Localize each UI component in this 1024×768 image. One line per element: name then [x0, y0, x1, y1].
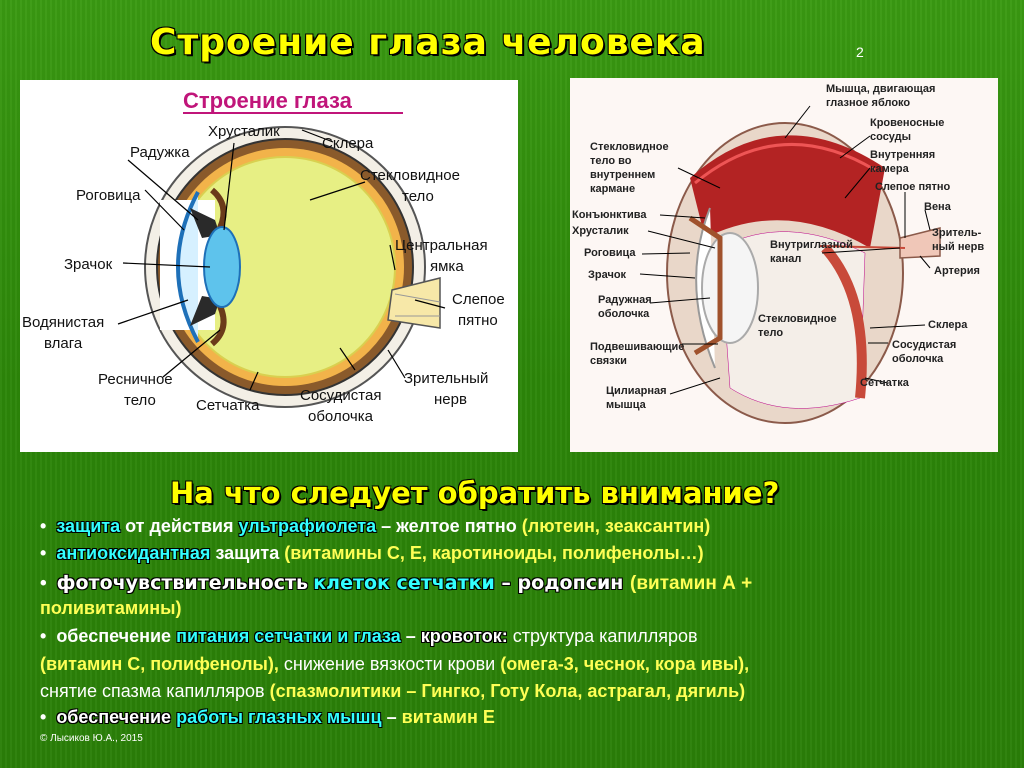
label-optic-nerve-2: нерв	[434, 391, 467, 408]
b1-text: от действия	[120, 516, 239, 536]
bullet-3	[40, 572, 1020, 595]
label-optic-nerve: Зритель-	[932, 227, 982, 239]
eye-cross-section-svg	[20, 80, 518, 452]
label-suspensory: Подвешивающие	[590, 341, 685, 353]
label-choroid: Сосудистая	[892, 339, 957, 351]
label-optic-nerve-2: ный нерв	[932, 241, 985, 253]
b1-nutrients: (лютеин, зеаксантин)	[521, 516, 711, 536]
label-blood-vessels-2: сосуды	[870, 131, 912, 143]
eye-structure-diagram	[20, 80, 518, 452]
label-optic-nerve: Зрительный	[404, 370, 489, 387]
bullet-4-line3	[40, 681, 1020, 702]
label-vitreous-2: тело	[402, 188, 434, 205]
b2-antioxidant: антиоксидантная	[56, 543, 211, 563]
b4-provision: обеспечение	[56, 626, 172, 646]
b3-retina-cells: клеток сетчатки	[313, 572, 495, 594]
label-iris-2: оболочка	[598, 308, 650, 320]
label-aqueous: Водянистая	[22, 314, 105, 331]
label-pupil: Зрачок	[588, 269, 627, 281]
bullet-4-line2	[40, 654, 1020, 675]
bullet-2	[40, 543, 1020, 564]
label-lens: Хрусталик	[572, 225, 629, 237]
label-ciliary-2: тело	[124, 392, 156, 409]
b4-nutrition: питания сетчатки и глаза	[176, 626, 401, 646]
label-eye-muscle: Мышца, двигающая	[826, 83, 936, 95]
label-lens: Хрусталик	[208, 123, 280, 140]
b3-rhodopsin: – родопсин	[494, 572, 631, 594]
b5-vitamin-e: витамин Е	[401, 707, 495, 727]
label-fovea-2: ямка	[430, 258, 464, 275]
label-iris: Радужная	[598, 294, 652, 306]
label-cornea: Роговица	[584, 247, 636, 259]
label-vitreous-pocket-4: кармане	[590, 183, 636, 195]
b5-provision: обеспечение	[56, 707, 172, 727]
b4-omega: (омега-3, чеснок, кора ивы),	[500, 654, 750, 674]
bullet-1	[40, 516, 1020, 537]
label-cornea: Роговица	[76, 187, 141, 204]
b1-macula: – желтое пятно	[376, 516, 522, 536]
label-blind-spot-2: пятно	[458, 312, 498, 329]
label-choroid-2: оболочка	[892, 353, 944, 365]
label-suspensory-2: связки	[590, 355, 627, 367]
label-vitreous-pocket: Стекловидное	[590, 141, 669, 153]
b4-antispasmodics: (спазмолитики – Гингко, Готу Кола, астрагал, дягиль)	[269, 681, 746, 701]
label-fovea: Центральная	[395, 237, 488, 254]
label-ciliary-muscle: Цилиарная	[606, 385, 667, 397]
label-vitreous-pocket-3: внутреннем	[590, 169, 656, 181]
label-pupil: Зрачок	[64, 256, 113, 273]
label-eye-muscle-2: глазное яблоко	[826, 97, 911, 109]
b3-multivitamins: поливитамины)	[40, 598, 182, 618]
b2-text: защита	[210, 543, 285, 563]
page-number: 2	[856, 44, 864, 60]
label-vein: Вена	[924, 201, 951, 213]
label-retina: Сетчатка	[860, 377, 909, 389]
label-conjunctiva: Конъюнктива	[572, 209, 647, 221]
label-iris: Радужка	[130, 144, 190, 161]
label-intraocular-canal-2: канал	[770, 253, 802, 265]
b3-photosensitivity: фоточувствительность	[56, 572, 308, 594]
label-artery: Артерия	[934, 265, 980, 277]
b5-dash: –	[381, 707, 402, 727]
question-heading: На что следует обратить внимание?	[170, 476, 780, 510]
bullet-dot: •	[40, 573, 47, 594]
b4-capillaries: структура капилляров	[507, 626, 698, 646]
label-sclera: Склера	[928, 319, 968, 331]
label-vitreous: Стекловидное	[360, 167, 460, 184]
slide-title: Строение глаза человека	[150, 22, 706, 63]
label-blind-spot: Слепое	[452, 291, 505, 308]
label-vitreous-pocket-2: тело во	[590, 155, 632, 167]
bullet-dot: •	[40, 516, 47, 536]
label-choroid: Сосудистая	[300, 387, 382, 404]
label-sclera: Склера	[322, 135, 374, 152]
b2-nutrients: (витамины С, Е, каротиноиды, полифенолы…)	[284, 543, 704, 563]
b4-dash: –	[400, 626, 421, 646]
label-choroid-2: оболочка	[308, 408, 373, 425]
b3-vitamin-a: (витамин А +	[630, 573, 753, 594]
diagram-heading: Строение глаза	[183, 88, 352, 113]
b4-spasm: снятие спазма капилляров	[40, 681, 270, 701]
eye-anatomy-diagram	[570, 78, 998, 452]
bullet-dot: •	[40, 707, 47, 727]
label-retina: Сетчатка	[196, 397, 260, 414]
label-vitreous: Стекловидное	[758, 313, 837, 325]
b1-protection: защита	[56, 516, 121, 536]
b4-vitamin-c: (витамин С, полифенолы),	[40, 654, 279, 674]
bullet-4	[40, 626, 1020, 647]
b5-eye-muscles: работы глазных мышц	[176, 707, 382, 727]
label-ciliary-muscle-2: мышца	[606, 399, 646, 411]
eye-cutaway-svg	[570, 78, 998, 452]
label-ciliary: Ресничное	[98, 371, 173, 388]
label-blind-spot: Слепое пятно	[875, 181, 951, 193]
label-blood-vessels: Кровеносные	[870, 117, 945, 129]
label-aqueous-2: влага	[44, 335, 83, 352]
bullet-dot: •	[40, 543, 47, 563]
label-inner-chamber-2: камера	[870, 163, 909, 175]
b4-bloodflow: кровоток:	[420, 626, 508, 646]
label-intraocular-canal: Внутриглазной	[770, 239, 853, 251]
copyright: © Лысиков Ю.А., 2015	[40, 733, 143, 744]
b1-uv: ультрафиолета	[238, 516, 377, 536]
bullet-5	[40, 707, 1020, 728]
b4-viscosity: снижение вязкости крови	[278, 654, 501, 674]
bullet-dot: •	[40, 626, 47, 646]
bullet-3-cont	[40, 598, 1020, 619]
label-vitreous-2: тело	[758, 327, 784, 339]
label-inner-chamber: Внутренняя	[870, 149, 936, 161]
